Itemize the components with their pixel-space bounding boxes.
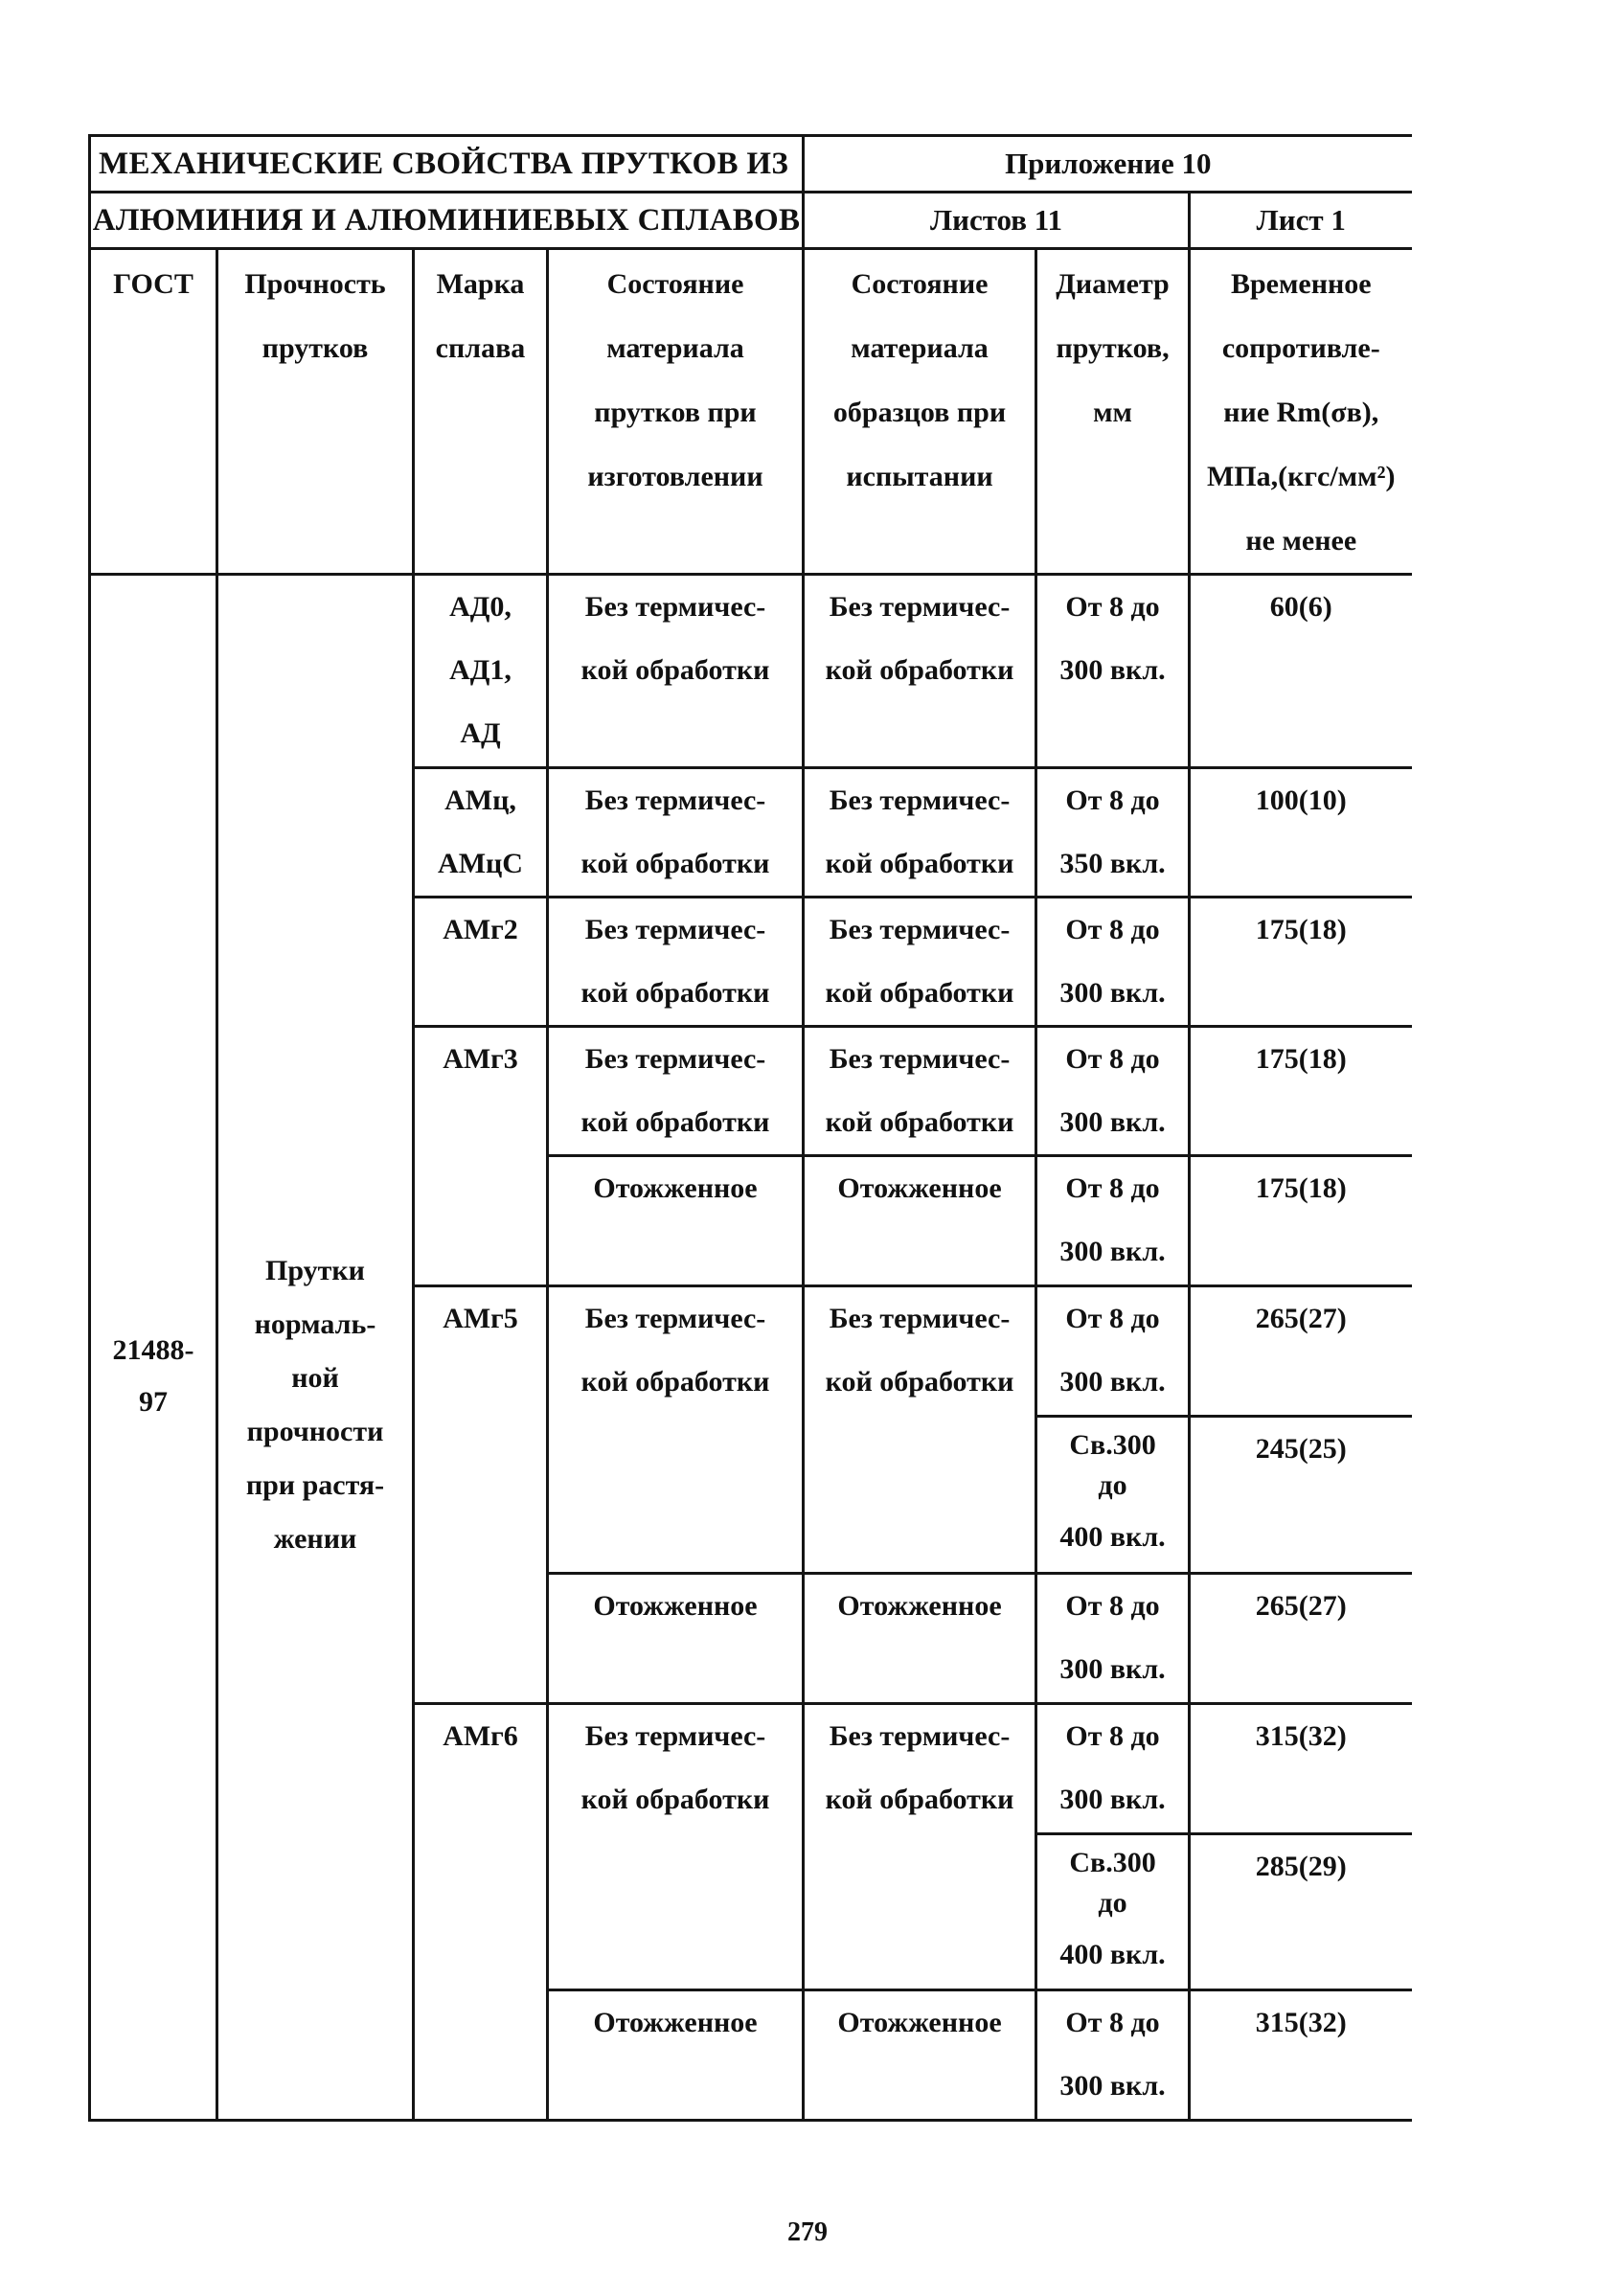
diameter-cell: От 8 до 300 вкл. bbox=[1036, 1704, 1190, 1834]
diameter-cell: От 8 до 300 вкл. bbox=[1036, 1574, 1190, 1704]
grade-cell: АМг3 bbox=[414, 1027, 548, 1286]
col-header-grade: Марка сплава bbox=[414, 249, 548, 575]
document-sheet bbox=[88, 134, 1410, 2122]
diameter-cell: От 8 до 300 вкл. bbox=[1036, 1990, 1190, 2121]
tensile-strength-cell: 100(10) bbox=[1190, 768, 1412, 898]
sheet-number: Лист 1 bbox=[1190, 193, 1412, 249]
col-header-state-manufacture: Состояние материала прутков при изготовлении bbox=[548, 249, 804, 575]
tensile-strength-cell: 315(32) bbox=[1190, 1704, 1412, 1834]
page-number: 279 bbox=[787, 2217, 828, 2247]
header-row-1 bbox=[90, 136, 1412, 193]
diameter-cell: От 8 до 350 вкл. bbox=[1036, 768, 1190, 898]
table-row bbox=[90, 575, 1412, 768]
state-manufacture-cell: Без термичес- кой обработки bbox=[548, 768, 804, 898]
diameter-cell: От 8 до 300 вкл. bbox=[1036, 898, 1190, 1027]
header-row-2 bbox=[90, 193, 1412, 249]
doc-title-line-1: МЕХАНИЧЕСКИЕ СВОЙСТВА ПРУТКОВ ИЗ bbox=[90, 136, 804, 193]
col-header-gost: ГОСТ bbox=[90, 249, 217, 575]
state-test-cell: Без термичес- кой обработки bbox=[804, 1027, 1036, 1156]
bar-strength-class bbox=[217, 575, 414, 2121]
properties-table bbox=[88, 134, 1412, 2122]
tensile-strength-cell: 245(25) bbox=[1190, 1417, 1412, 1574]
state-manufacture-cell: Без термичес- кой обработки bbox=[548, 1286, 804, 1574]
grade-cell: АМг6 bbox=[414, 1704, 548, 2121]
state-test-cell: Без термичес- кой обработки bbox=[804, 1286, 1036, 1574]
tensile-strength-cell: 175(18) bbox=[1190, 898, 1412, 1027]
state-test-cell: Отожженное bbox=[804, 1156, 1036, 1286]
col-header-diameter: Диаметр прутков, мм bbox=[1036, 249, 1190, 575]
col-header-state-test: Состояние материала образцов при испытании bbox=[804, 249, 1036, 575]
grade-cell: АМц, АМцС bbox=[414, 768, 548, 898]
grade-cell: АМг5 bbox=[414, 1286, 548, 1704]
state-manufacture-cell: Отожженное bbox=[548, 1574, 804, 1704]
diameter-cell bbox=[1036, 1417, 1190, 1574]
grade-cell: АМг2 bbox=[414, 898, 548, 1027]
state-test-cell: Без термичес- кой обработки bbox=[804, 898, 1036, 1027]
diameter-range-text: Св.300 до bbox=[1069, 1847, 1156, 1919]
state-manufacture-cell: Без термичес- кой обработки bbox=[548, 1027, 804, 1156]
diameter-range-upper: 400 вкл. bbox=[1059, 1939, 1166, 1970]
tensile-strength-cell: 315(32) bbox=[1190, 1990, 1412, 2121]
diameter-range-upper: 400 вкл. bbox=[1059, 1521, 1166, 1553]
diameter-range-text: Св.300 до bbox=[1069, 1429, 1156, 1501]
state-manufacture-cell: Без термичес- кой обработки bbox=[548, 575, 804, 768]
tensile-strength-cell: 285(29) bbox=[1190, 1834, 1412, 1990]
state-test-cell: Без термичес- кой обработки bbox=[804, 575, 1036, 768]
diameter-cell: От 8 до 300 вкл. bbox=[1036, 1156, 1190, 1286]
state-test-cell: Отожженное bbox=[804, 1574, 1036, 1704]
tensile-strength-cell: 175(18) bbox=[1190, 1156, 1412, 1286]
diameter-cell: От 8 до 300 вкл. bbox=[1036, 575, 1190, 768]
state-test-cell: Отожженное bbox=[804, 1990, 1036, 2121]
sheets-total: Листов 11 bbox=[804, 193, 1190, 249]
strength-text: Прутки нормаль- ной прочности при растя- жении bbox=[245, 1254, 385, 1555]
state-manufacture-cell: Без термичес- кой обработки bbox=[548, 1704, 804, 1990]
col-header-strength: Прочность прутков bbox=[217, 249, 414, 575]
tensile-strength-cell: 60(6) bbox=[1190, 575, 1412, 768]
column-header-row bbox=[90, 249, 1412, 575]
state-manufacture-cell: Отожженное bbox=[548, 1156, 804, 1286]
tensile-strength-cell: 265(27) bbox=[1190, 1574, 1412, 1704]
state-manufacture-cell: Отожженное bbox=[548, 1990, 804, 2121]
diameter-cell: От 8 до 300 вкл. bbox=[1036, 1027, 1190, 1156]
tensile-strength-cell: 265(27) bbox=[1190, 1286, 1412, 1417]
grade-cell: АД0, АД1, АД bbox=[414, 575, 548, 768]
diameter-cell bbox=[1036, 1834, 1190, 1990]
tensile-strength-cell: 175(18) bbox=[1190, 1027, 1412, 1156]
state-test-cell: Без термичес- кой обработки bbox=[804, 768, 1036, 898]
col-header-tensile-strength: Временное сопротивле- ние Rm(σв), МПа,(кгс/мм²) не менее bbox=[1190, 249, 1412, 575]
appendix-label: Приложение 10 bbox=[804, 136, 1412, 193]
state-test-cell: Без термичес- кой обработки bbox=[804, 1704, 1036, 1990]
doc-title-line-2: АЛЮМИНИЯ И АЛЮМИНИЕВЫХ СПЛАВОВ bbox=[90, 193, 804, 249]
gost-number: 21488- 97 bbox=[90, 575, 217, 2121]
diameter-cell: От 8 до 300 вкл. bbox=[1036, 1286, 1190, 1417]
state-manufacture-cell: Без термичес- кой обработки bbox=[548, 898, 804, 1027]
